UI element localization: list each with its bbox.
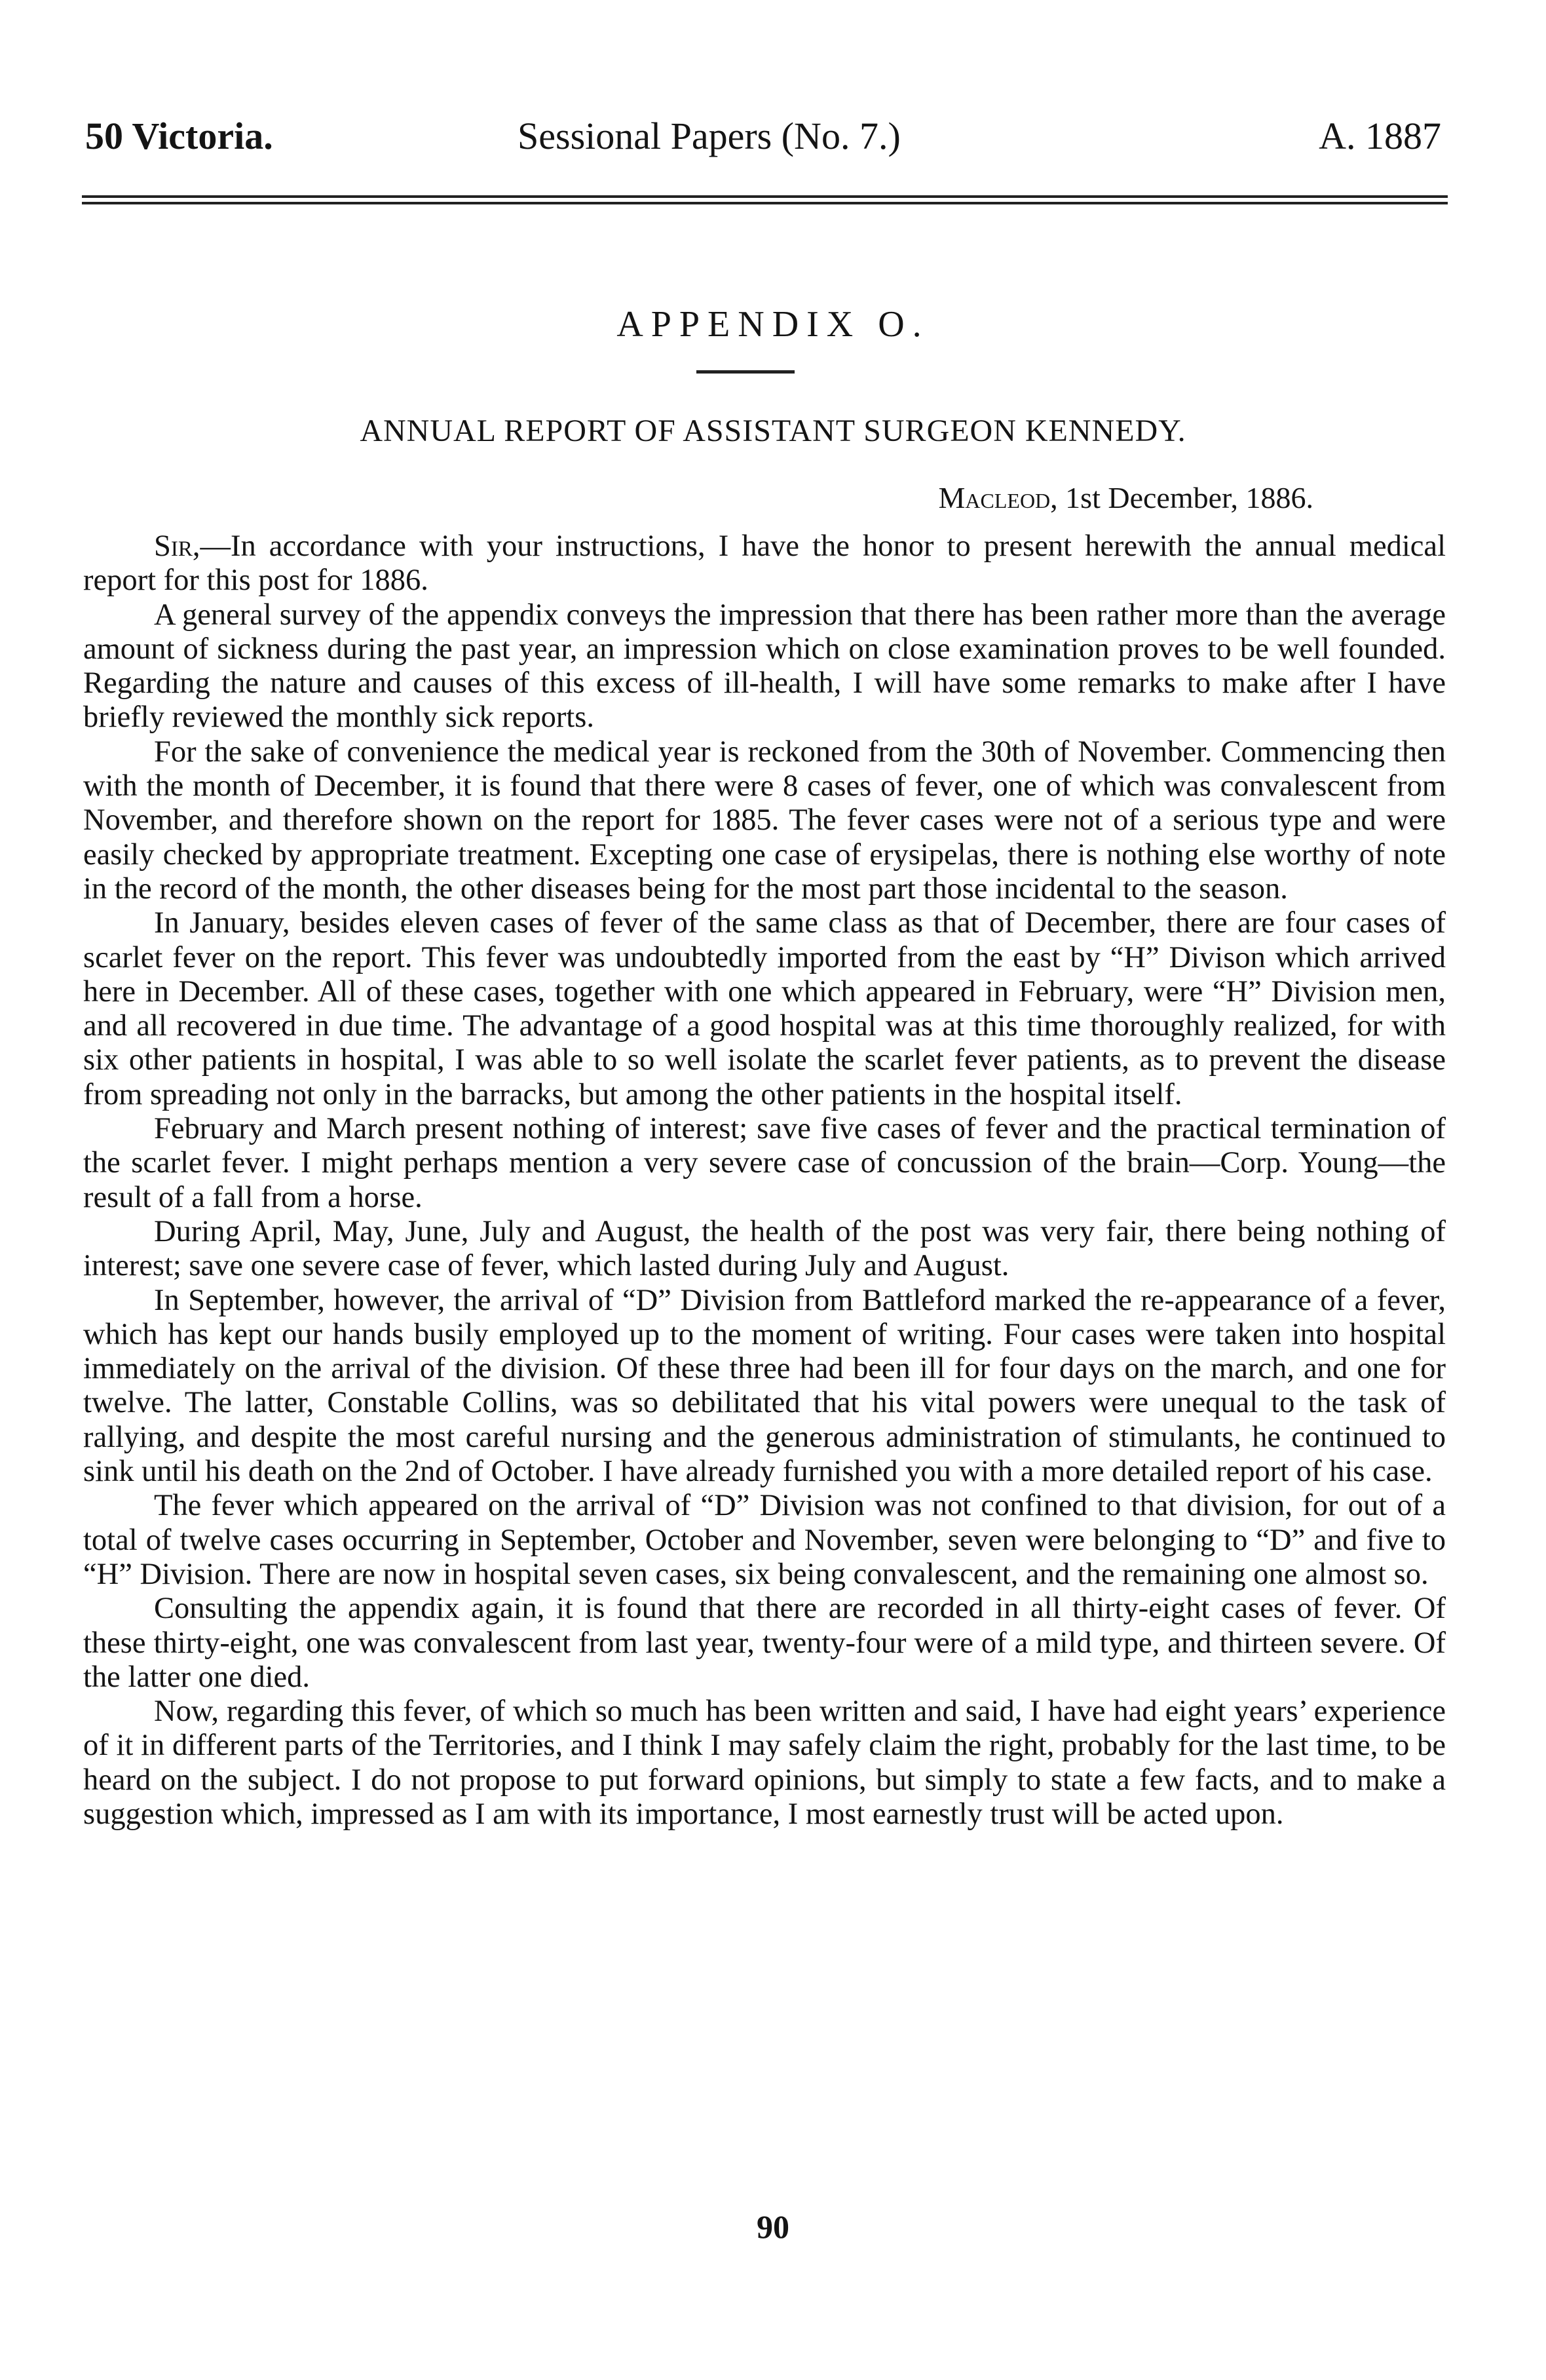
report-title: ANNUAL REPORT OF ASSISTANT SURGEON KENNEDY.: [360, 413, 1186, 448]
paragraph-9: Consulting the appendix again, it is found that there are recorded in all thirty-eight cases of fever. Of these thirty-eight, one was convalescent from last year, twenty-four were of a mild type, and thirteen severe. Of the latter one died.: [83, 1592, 1446, 1694]
report-body: [83, 529, 1446, 1832]
running-header: [85, 110, 1441, 163]
dateline-date: 1st December, 1886.: [1065, 481, 1313, 514]
header-volume: 50 Victoria.: [85, 115, 273, 157]
dateline: Macleod, 1st December, 1886.: [938, 481, 1313, 514]
paragraph-2: A general survey of the appendix conveys the impression that there has been rather more than the average amount of sickness during the past year, an impression which on close examination proves to be well founded. Regarding the nature and causes of this excess of ill-health, I will have some remarks to make after I have briefly reviewed the monthly sick reports.: [83, 598, 1446, 735]
paragraph-4: In January, besides eleven cases of fever of the same class as that of December, there are four cases of scarlet fever on the report. This fever was undoubtedly imported from the east by “H” Divison which arrived here in December. All of these cases, together with one which appeared in February, were “H” Division men, and all recovered in due time. The advantage of a good hospital was at this time thoroughly realized, for with six other patients in hospital, I was able to so well isolate the scarlet fever patients, as to prevent the disease from spreading not only in the barracks, but among the other patients in the hospital itself.: [83, 906, 1446, 1111]
paragraph-1: [83, 529, 1446, 598]
paragraph-1-text: —In accordance with your instructions, I have the honor to present herewith the annual medical report for this post for 1886.: [83, 529, 1446, 598]
header-year: A. 1887: [1319, 115, 1441, 157]
paragraph-3: For the sake of convenience the medical year is reckoned from the 30th of November. Commencing then with the month of December, it is found that there were 8 cases of fever, one of which was convalescent from November, and therefore shown on the report for 1885. The fever cases were not of a serious type and were easily checked by appropriate treatment. Excepting one case of erysipelas, there is nothing else worthy of note in the record of the month, the other diseases being for the most part those incidental to the season.: [83, 735, 1446, 906]
paragraph-5: February and March present nothing of interest; save five cases of fever and the practical termination of the scarlet fever. I might perhaps mention a very severe case of concussion of the brain—Corp. Young—the result of a fall from a horse.: [83, 1112, 1446, 1214]
page-number: 90: [757, 2208, 789, 2245]
appendix-title: APPENDIX O.: [616, 304, 930, 345]
header-sessional-papers: Sessional Papers (No. 7.): [518, 115, 901, 157]
paragraph-10: Now, regarding this fever, of which so much has been written and said, I have had eight years’ experience of it in different parts of the Territories, and I think I may safely claim the right, probably for the last time, to be heard on the subject. I do not propose to put forward opinions, but simply to state a few facts, and to make a suggestion which, impressed as I am with its importance, I most earnestly trust will be acted upon.: [83, 1695, 1446, 1831]
paragraph-7: In September, however, the arrival of “D” Division from Battleford marked the re-appearance of a fever, which has kept our hands busily employed up to the moment of writing. Four cases were taken into hospital immediately on the arrival of the division. Of these three had been ill for four days on the march, and one for twelve. The latter, Constable Collins, was so debilitated that his vital powers were unequal to the task of rallying, and despite the most careful nursing and the generous administration of stimulants, he continued to sink until his death on the 2nd of October. I have already furnished you with a more detailed report of his case.: [83, 1283, 1446, 1489]
paragraph-6: During April, May, June, July and August, the health of the post was very fair, there being nothing of interest; save one severe case of fever, which lasted during July and August.: [83, 1214, 1446, 1283]
header-double-rule: [82, 195, 1448, 204]
paragraph-8: The fever which appeared on the arrival of “D” Division was not confined to that division, for out of a total of twelve cases occurring in September, October and November, seven were belonging to “D” and five to “H” Division. There are now in hospital seven cases, six being convalescent, and the remaining one almost so.: [83, 1489, 1446, 1591]
dateline-place: Macleod: [938, 481, 1051, 514]
salutation: Sir,: [154, 529, 200, 563]
title-divider: [696, 370, 795, 374]
